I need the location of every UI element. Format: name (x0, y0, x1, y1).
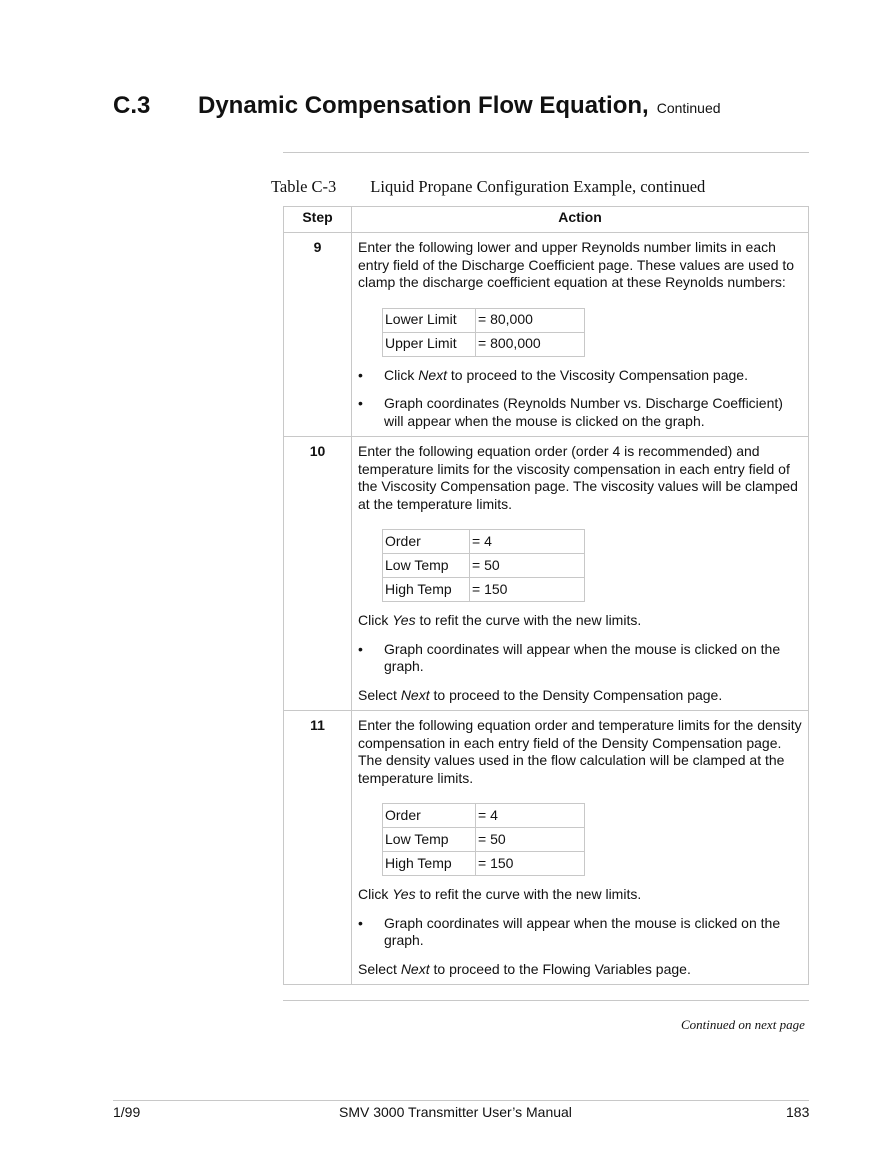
table-row (284, 233, 809, 437)
table-caption-title: Liquid Propane Configuration Example, continued (370, 177, 706, 196)
click-instruction (358, 612, 802, 630)
bullet-dot: • (358, 395, 363, 411)
settings-row (383, 308, 585, 332)
configuration-table (283, 206, 809, 985)
instruction-emphasis: Yes (392, 612, 416, 628)
bullet-emphasis: Next (418, 366, 448, 383)
instruction-text: to refit the curve with the new limits. (415, 612, 642, 628)
settings-row (383, 828, 585, 852)
settings-table (382, 803, 585, 876)
bullet-dot: • (358, 366, 363, 383)
setting-label: Order (383, 804, 476, 828)
instruction-text: Select (358, 686, 401, 703)
bullet-dot: • (358, 640, 363, 657)
setting-value: = 50 (470, 554, 585, 578)
settings-row (383, 530, 585, 554)
settings-row (383, 554, 585, 578)
instruction-text: Click (358, 886, 393, 902)
setting-value: = 150 (470, 578, 585, 602)
action-cell (352, 711, 809, 985)
action-intro: Enter the following equation order (order 4 is recommended) and temperature limits for the viscosity compensation in each entry field of the Viscosity Compensation page. The viscosity values will be clamped at the temperature limits. (358, 443, 798, 512)
bullet-text: to proceed to the Viscosity Compensation page. (447, 366, 748, 383)
instruction-text: Select (358, 960, 401, 977)
instruction-text: Click (358, 612, 393, 628)
continued-note: Continued on next page (681, 1017, 805, 1032)
page-number: 183 (786, 1104, 810, 1120)
setting-value: = 4 (470, 530, 585, 554)
table-bottom-divider (283, 1000, 809, 1001)
step-number: 11 (284, 711, 352, 985)
bullet-text: Graph coordinates will appear when the mouse is clicked on the graph. (384, 640, 781, 674)
section-title-text: Dynamic Compensation Flow Equation, (198, 92, 649, 119)
section-title (198, 92, 721, 120)
select-instruction (358, 961, 802, 979)
setting-label: Lower Limit (383, 308, 476, 332)
action-column-header: Action (352, 207, 809, 233)
table-caption-label: Table C-3 (271, 177, 337, 196)
click-instruction (358, 886, 802, 904)
setting-value: = 80,000 (476, 308, 585, 332)
table-row (284, 437, 809, 711)
setting-value: = 50 (476, 828, 585, 852)
select-instruction (358, 687, 802, 705)
bullet-item (358, 367, 802, 385)
settings-row (383, 332, 585, 356)
bullet-text: Graph coordinates will appear when the mouse is clicked on the graph. (384, 914, 781, 948)
bullet-dot: • (358, 914, 363, 931)
table-caption (271, 177, 705, 197)
setting-value: = 4 (476, 804, 585, 828)
setting-label: Upper Limit (383, 332, 476, 356)
footer-divider (113, 1100, 809, 1101)
instruction-text: to proceed to the Flowing Variables page. (429, 960, 691, 977)
settings-row (383, 578, 585, 602)
step-number: 10 (284, 437, 352, 711)
step-column-header: Step (284, 207, 352, 233)
table-header-row (284, 207, 809, 233)
setting-label: High Temp (383, 852, 476, 876)
settings-table (382, 529, 585, 602)
instruction-text: to refit the curve with the new limits. (415, 886, 642, 902)
setting-label: High Temp (383, 578, 470, 602)
continued-tag: Continued (656, 100, 721, 116)
table-row (284, 711, 809, 985)
instruction-emphasis: Next (400, 960, 430, 977)
instruction-emphasis: Next (400, 686, 430, 703)
instruction-text: to proceed to the Density Compensation page. (429, 686, 723, 703)
setting-value: = 800,000 (476, 332, 585, 356)
setting-label: Low Temp (383, 554, 470, 578)
bullet-item (358, 641, 802, 676)
footer-date: 1/99 (113, 1104, 141, 1120)
bullet-text: Graph coordinates (Reynolds Number vs. Discharge Coefficient) will appear when the mouse is clicked on the graph. (384, 395, 783, 429)
settings-row (383, 852, 585, 876)
footer-title: SMV 3000 Transmitter User’s Manual (339, 1104, 572, 1120)
bullet-item (358, 915, 802, 950)
setting-label: Low Temp (383, 828, 476, 852)
action-cell (352, 437, 809, 711)
action-intro: Enter the following equation order and temperature limits for the density compensation in each entry field of the Density Compensation page. The density values used in the flow calculation will be clamped at the temperature limits. (358, 717, 802, 786)
bullet-text: Click (384, 366, 419, 383)
setting-label: Order (383, 530, 470, 554)
header-divider (283, 152, 809, 153)
action-intro: Enter the following lower and upper Reynolds number limits in each entry field of the Discharge Coefficient page. These values are used to clamp the discharge coefficient equation at these Reynolds numbers: (358, 239, 795, 290)
setting-value: = 150 (476, 852, 585, 876)
bullet-item (358, 395, 802, 430)
settings-row (383, 804, 585, 828)
instruction-emphasis: Yes (392, 886, 416, 902)
section-number: C.3 (113, 92, 151, 119)
settings-table (382, 308, 585, 357)
action-cell (352, 233, 809, 437)
step-number: 9 (284, 233, 352, 437)
